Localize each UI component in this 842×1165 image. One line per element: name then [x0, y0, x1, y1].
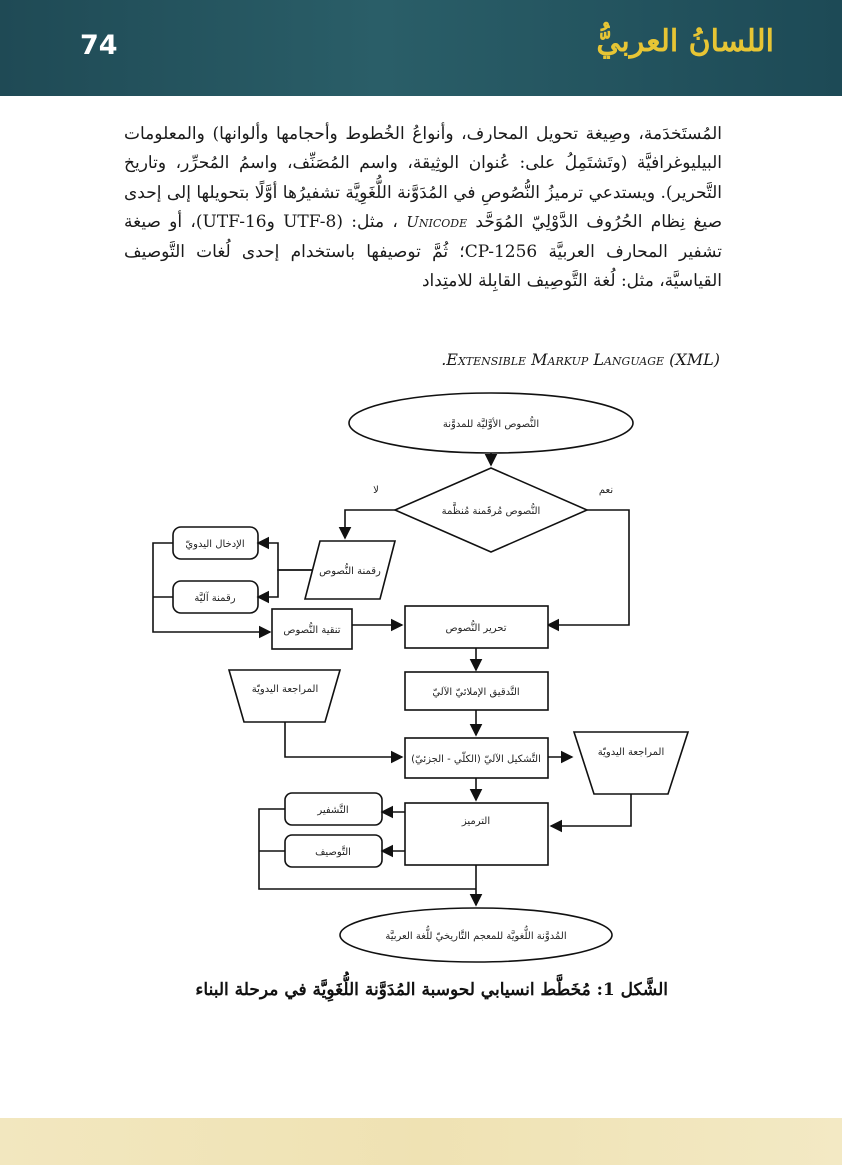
manual-review-1-node: [229, 670, 340, 722]
unicode-term: Unicode: [406, 213, 468, 232]
paragraph-text: المُستَخدَمة، وصِيغة تحويل المحارف، وأنواعُ الخُطوط وأحجامها وألوانها) والمعلومات البيليوغرافيَّة (وتَشتَمِلُ على: عُنوان الوثِيقة، واسم المُصَنِّف، واسمُ المُحرِّر، وتاريخ التَّحرير). ويستدعي ترميزُ النُّصُوصِ في المُدَوَّنة اللُّغَوِيَّة تشفيرُها أوَّلًا بتحويلها إلى إحدى صيغ نِظام الحُرُوف الدَّوْلِيّ المُوَحَّد: [124, 124, 723, 233]
manual-review-2-node: [574, 732, 688, 794]
paragraph-text-2: ، مثل: (UTF-8 وUTF-16)، أو صيغة تشفير المحارف العربيَّة CP-1256؛ ثُمَّ توصيفها باستخدام إحدى لُغات التَّوصيف القياسيَّة، مثل: لُغة التَّوصِيف القابِلة للامتِداد: [124, 212, 722, 292]
xml-term: .Extensible Markup Language (XML): [441, 350, 720, 369]
body-paragraph: [124, 120, 722, 296]
page-header: [0, 0, 842, 96]
clean-texts-label: تنقية النُّصوص: [283, 625, 341, 636]
auto-diacritize-label: التَّشكيل الآليّ (الكلّي - الجزئيّ): [411, 754, 541, 765]
journal-logo-title: اللسانُ العربيُّ: [596, 24, 774, 59]
figure-caption: الشَّكل 1: مُخَطَّط انسيابي لحوسبة المُدَوَّنة اللُّغَوِيَّة في مرحلة البناء: [195, 980, 668, 1000]
edit-texts-label: تحرير النُّصوص: [445, 623, 507, 634]
tagging-label: التَّوصيف: [315, 847, 351, 858]
manual-review-1-label: المراجعة اليدويّة: [251, 684, 319, 695]
start-label: النُّصوص الأوَّليَّة للمدوَّنة: [442, 419, 540, 430]
end-label: المُدوَّنة اللُّغويَّة للمعجم التَّاريخيّ للُّغة العربيَّة: [385, 931, 567, 942]
manual-entry-label: الإدخال اليدويّ: [185, 539, 245, 550]
encryption-label: التَّشفير: [317, 805, 349, 816]
manual-review-2-label: المراجعة اليدويّة: [597, 747, 665, 758]
flowchart-diagram: [0, 380, 842, 970]
page-number: 74: [80, 30, 118, 61]
digitize-texts-label: رقمنة النُّصوص: [319, 566, 381, 577]
spell-check-label: التَّدقيق الإملائيّ الآليّ: [432, 687, 520, 698]
encoding-label: الترميز: [461, 816, 491, 827]
decision-label: النُّصوص مُرقَمنة مُنظَّمة: [441, 506, 541, 517]
yes-label: نعم: [598, 485, 614, 496]
page-footer: [0, 1118, 842, 1165]
auto-digitize-label: رقمنة آليَّة: [194, 593, 236, 604]
encoding-node: [405, 803, 548, 865]
no-label: لا: [373, 485, 379, 496]
